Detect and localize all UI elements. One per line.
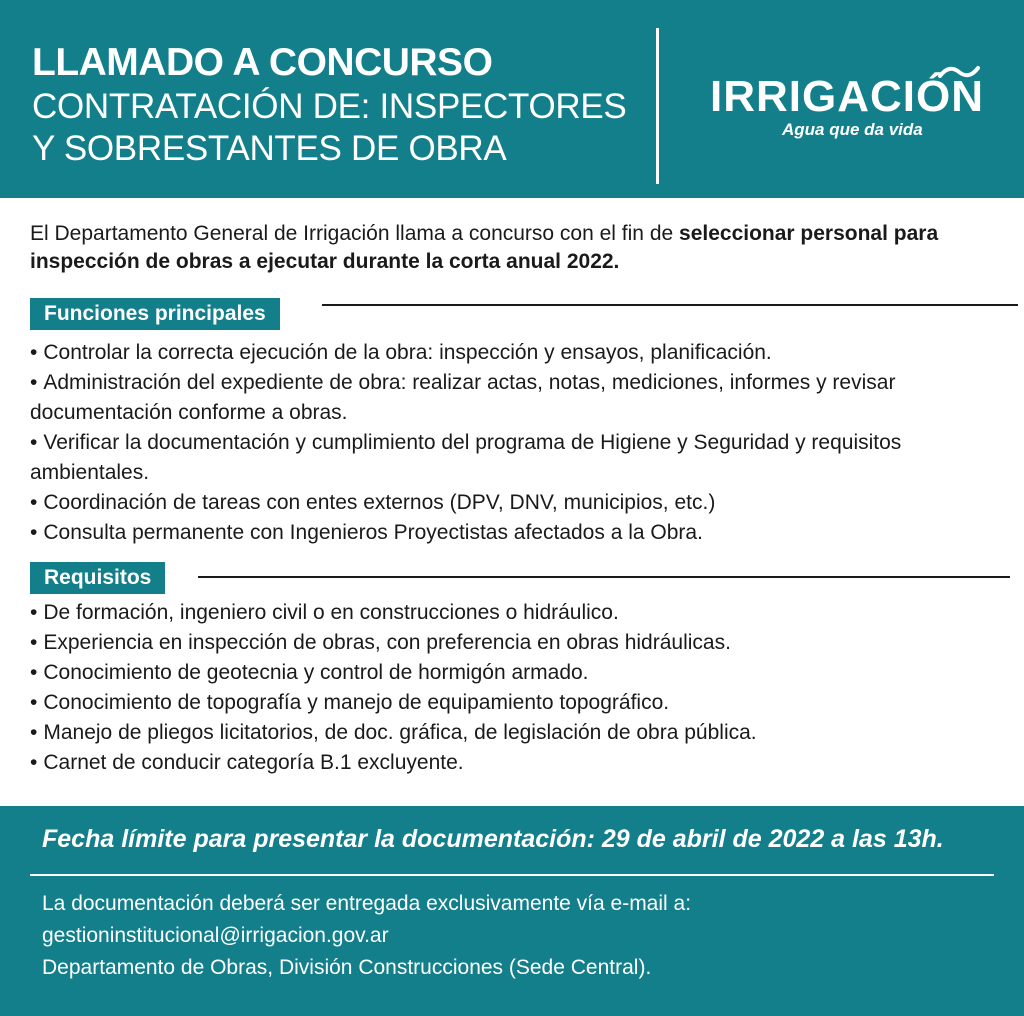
list-item-text: Coordinación de tareas con entes externos (DPV, DNV, municipios, etc.): [43, 491, 716, 514]
list-item-text: Consulta permanente con Ingenieros Proyectistas afectados a la Obra.: [43, 521, 703, 544]
list-item: [30, 368, 1005, 428]
list-item: [30, 518, 1005, 548]
bullet-icon: •: [30, 431, 38, 454]
intro-bold-text: seleccionar personal para inspección de obras a ejecutar durante la corta anual 2022.: [30, 222, 939, 273]
bullet-icon: •: [30, 371, 38, 394]
list-item-text: Carnet de conducir categoría B.1 excluyente.: [43, 751, 464, 774]
contact-department: Departamento de Obras, División Construcciones (Sede Central).: [42, 956, 652, 979]
section-divider-funciones: [322, 304, 1018, 306]
bullet-icon: •: [30, 521, 38, 544]
list-item-text: De formación, ingeniero civil o en construcciones o hidráulico.: [43, 601, 619, 624]
requisitos-list: [30, 598, 1005, 778]
list-item: [30, 338, 1005, 368]
list-item-text: Verificar la documentación y cumplimiento del programa de Higiene y Seguridad y requisitos ambientales.: [30, 431, 902, 484]
page-subtitle: CONTRATACIÓN DE: INSPECTORES Y SOBRESTANTES DE OBRA: [32, 87, 627, 168]
bullet-icon: •: [30, 341, 38, 364]
list-item: [30, 598, 1005, 628]
bullet-icon: •: [30, 631, 38, 654]
bullet-icon: •: [30, 661, 38, 684]
deadline-text: Fecha límite para presentar la documentación: 29 de abril de 2022 a las 13h.: [42, 825, 944, 853]
list-item: [30, 748, 1005, 778]
list-item: [30, 488, 1005, 518]
intro-text: El Departamento General de Irrigación llama a concurso con el fin de: [30, 222, 680, 245]
list-item-text: Conocimiento de topografía y manejo de equipamiento topográfico.: [43, 691, 670, 714]
list-item: [30, 688, 1005, 718]
list-item: [30, 628, 1005, 658]
bullet-icon: •: [30, 691, 38, 714]
bullet-icon: •: [30, 721, 38, 744]
header-divider: [656, 28, 659, 184]
bullet-icon: •: [30, 751, 38, 774]
section-label-requisitos: Requisitos: [30, 562, 165, 594]
logo-brand-text: IRRIGACIÓN: [710, 72, 984, 121]
footer-banner: [0, 806, 1024, 1016]
section-divider-requisitos: [198, 576, 1010, 578]
contact-instructions: La documentación deberá ser entregada exclusivamente vía e-mail a:: [42, 892, 692, 915]
logo-tagline: Agua que da vida: [782, 120, 923, 139]
irrigacion-logo: [710, 72, 1000, 152]
section-label-funciones: Funciones principales: [30, 298, 280, 330]
footer-divider: [30, 874, 994, 876]
list-item-text: Experiencia en inspección de obras, con preferencia en obras hidráulicas.: [43, 631, 731, 654]
bullet-icon: •: [30, 601, 38, 624]
contact-email-link[interactable]: gestioninstitucional@irrigacion.gov.ar: [42, 924, 389, 947]
list-item-text: Controlar la correcta ejecución de la obra: inspección y ensayos, planificación.: [43, 341, 772, 364]
contact-info: [42, 888, 1002, 984]
list-item-text: Conocimiento de geotecnia y control de hormigón armado.: [43, 661, 589, 684]
list-item: [30, 718, 1005, 748]
intro-paragraph: [30, 220, 1000, 276]
bullet-icon: •: [30, 491, 38, 514]
funciones-list: [30, 338, 1005, 548]
list-item: [30, 658, 1005, 688]
page-title: LLAMADO A CONCURSO: [32, 41, 493, 84]
wave-icon: [938, 62, 980, 80]
header-banner: [0, 0, 1024, 198]
list-item-text: Administración del expediente de obra: realizar actas, notas, mediciones, informes y revisar documentación conforme a obras.: [30, 371, 896, 424]
list-item: [30, 428, 1005, 488]
list-item-text: Manejo de pliegos licitatorios, de doc. gráfica, de legislación de obra pública.: [43, 721, 757, 744]
